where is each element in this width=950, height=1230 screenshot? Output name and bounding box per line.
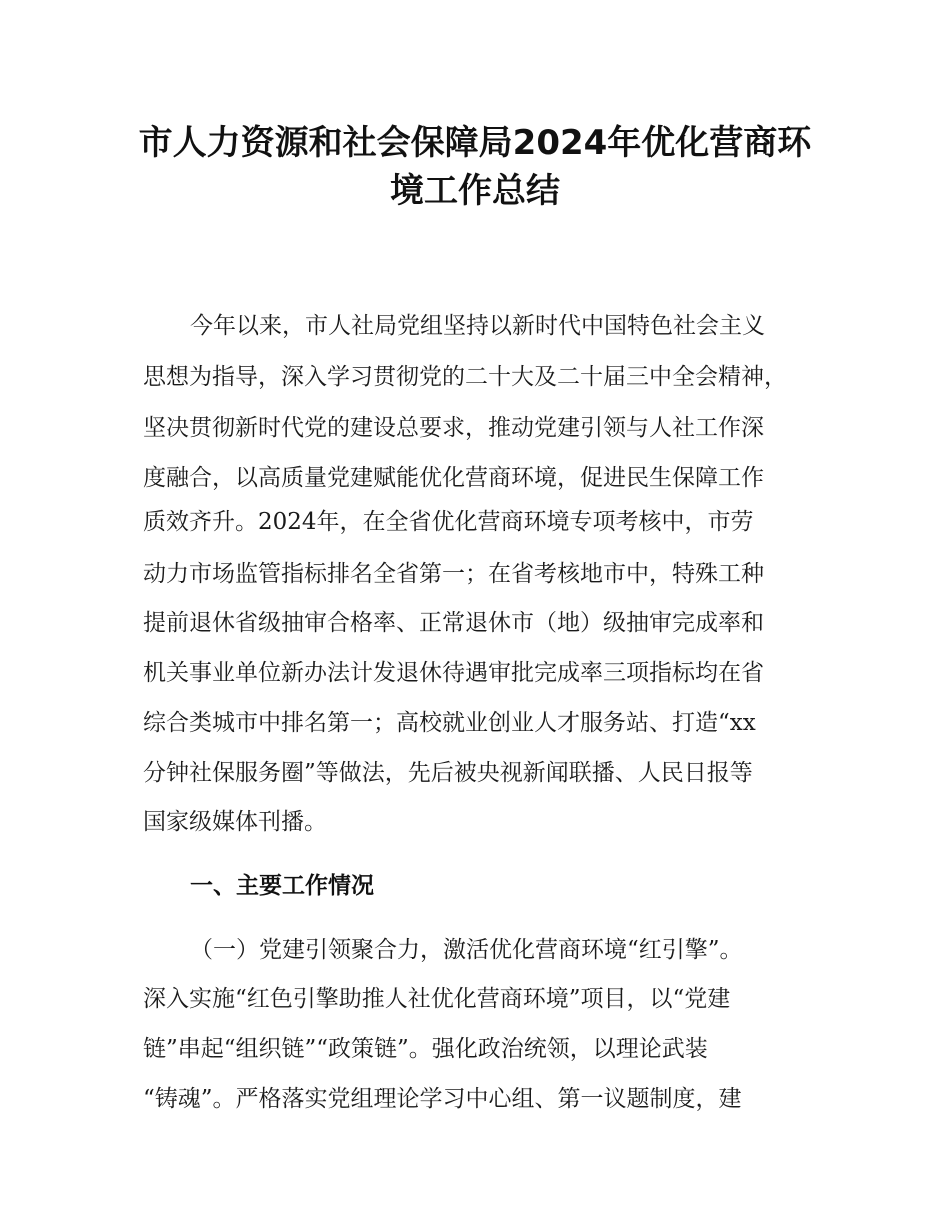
intro-line-9: 综合类城市中排名第一；高校就业创业人才服务站、打造“xx (143, 710, 756, 736)
document-title-line-2: 境工作总结 (390, 171, 560, 211)
intro-line-2: 思想为指导，深入学习贯彻党的二十大及二十届三中全会精神， (143, 364, 787, 390)
intro-line-4: 度融合，以高质量党建赋能优化营商环境，促进民生保障工作 (143, 465, 764, 491)
intro-line-6: 动力市场监管指标排名全省第一；在省考核地市中，特殊工种 (143, 561, 764, 587)
intro-line-11: 国家级媒体刊播。 (143, 809, 327, 835)
section1-line-2: 深入实施“红色引擎助推人社优化营商环境”项目，以“党建 (143, 986, 731, 1012)
section1-line-3: 链”串起“组织链”“政策链”。强化政治统领，以理论武装 (143, 1036, 708, 1062)
section1-line-1: （一）党建引领聚合力，激活优化营商环境“红引擎”。 (190, 937, 743, 963)
intro-line-10: 分钟社保服务圈”等做法，先后被央视新闻联播、人民日报等 (143, 760, 753, 786)
section1-line-4: “铸魂”。严格落实党组理论学习中心组、第一议题制度，建 (143, 1086, 742, 1112)
intro-line-7: 提前退休省级抽审合格率、正常退休市（地）级抽审完成率和 (143, 610, 764, 636)
intro-line-8: 机关事业单位新办法计发退休待遇审批完成率三项指标均在省 (143, 660, 764, 686)
document-title-line-1: 市人力资源和社会保障局2024年优化营商环 (138, 123, 812, 163)
intro-line-5: 质效齐升。2024年，在全省优化营商环境专项考核中，市劳 (143, 509, 754, 535)
intro-line-1: 今年以来，市人社局党组坚持以新时代中国特色社会主义 (190, 313, 765, 339)
section-heading: 一、主要工作情况 (190, 873, 374, 899)
intro-line-3: 坚决贯彻新时代党的建设总要求，推动党建引领与人社工作深 (143, 415, 764, 441)
